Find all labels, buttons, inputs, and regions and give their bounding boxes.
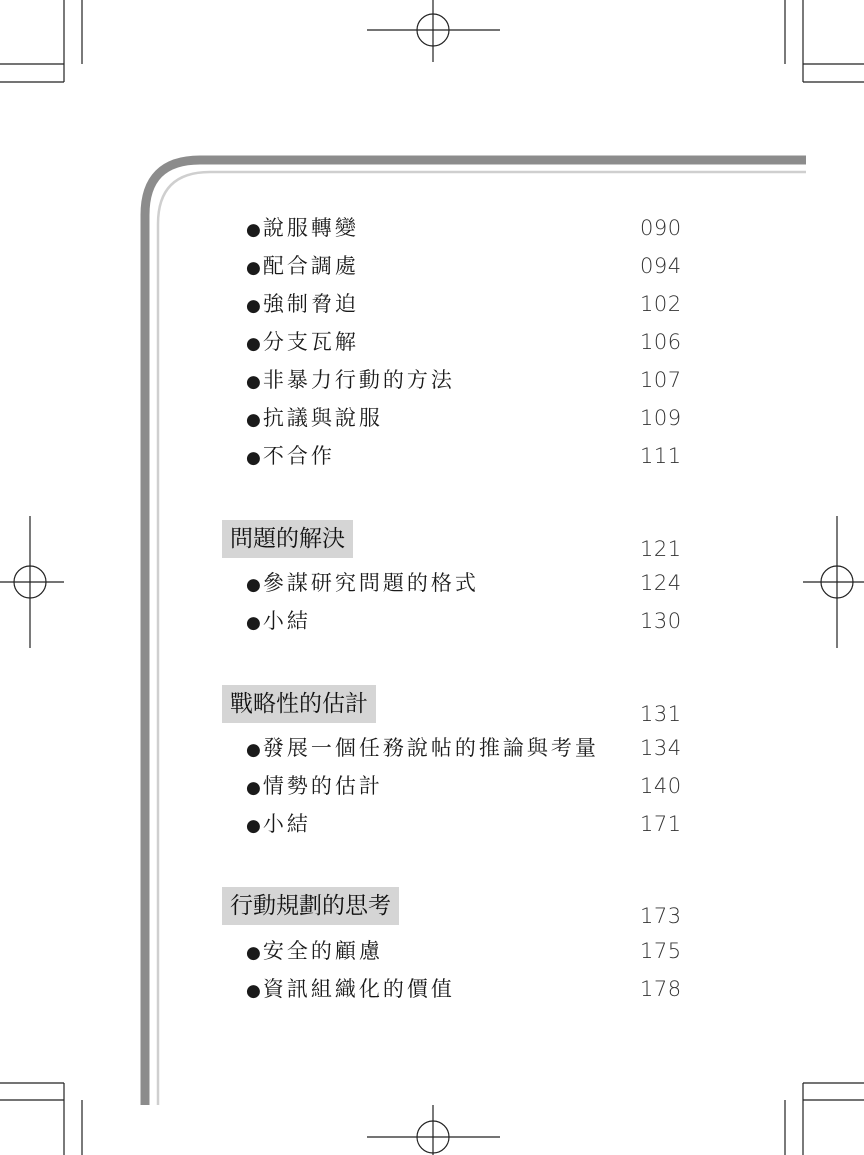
section-heading[interactable]: 戰略性的估計	[222, 685, 376, 723]
section-heading[interactable]: 行動規劃的思考	[222, 887, 399, 925]
toc-entry-label: 資訊組織化的價值	[262, 977, 455, 1001]
toc-page-number: 111	[640, 444, 682, 468]
section-page-number: 121	[640, 537, 682, 561]
toc-entry[interactable]	[246, 608, 311, 636]
toc-entry-label: 參謀研究問題的格式	[262, 571, 479, 595]
toc-page-number: 140	[640, 774, 682, 798]
toc-entry-label: 配合調處	[262, 254, 359, 278]
bullet-icon: ●	[246, 613, 261, 633]
toc-page-number: 175	[640, 939, 682, 963]
toc-entry-label: 發展一個任務說帖的推論與考量	[262, 736, 599, 760]
toc-entry[interactable]	[246, 773, 383, 801]
toc-page-number: 178	[640, 977, 682, 1001]
bullet-icon: ●	[246, 575, 261, 595]
bullet-icon: ●	[246, 220, 261, 240]
toc-page-number: 090	[640, 216, 682, 240]
section-page-number: 131	[640, 702, 682, 726]
bullet-icon: ●	[246, 372, 261, 392]
toc-entry-label: 小結	[262, 609, 311, 633]
toc-entry-label: 分支瓦解	[262, 330, 359, 354]
toc-entry[interactable]	[246, 811, 311, 839]
bullet-icon: ●	[246, 778, 261, 798]
toc-entry[interactable]	[246, 215, 359, 243]
toc-entry-label: 不合作	[262, 444, 335, 468]
section-page-number: 173	[640, 904, 682, 928]
toc-entry-label: 強制脅迫	[262, 292, 359, 316]
toc-entry[interactable]	[246, 405, 383, 433]
toc-page-number: 107	[640, 368, 682, 392]
toc-page-number: 124	[640, 571, 682, 595]
toc-page-number: 130	[640, 609, 682, 633]
bullet-icon: ●	[246, 943, 261, 963]
bullet-icon: ●	[246, 816, 261, 836]
toc-entry-label: 情勢的估計	[262, 774, 383, 798]
toc-entry[interactable]	[246, 367, 455, 395]
bullet-icon: ●	[246, 296, 261, 316]
toc-entry[interactable]	[246, 735, 599, 763]
toc-entry[interactable]	[246, 443, 335, 471]
toc-entry-label: 小結	[262, 812, 311, 836]
toc-entry-label: 安全的顧慮	[262, 939, 383, 963]
bullet-icon: ●	[246, 448, 261, 468]
bullet-icon: ●	[246, 334, 261, 354]
toc-page-number: 134	[640, 736, 682, 760]
bullet-icon: ●	[246, 258, 261, 278]
section-heading[interactable]: 問題的解決	[222, 520, 353, 558]
toc-entry[interactable]	[246, 570, 479, 598]
toc-entry[interactable]	[246, 291, 359, 319]
toc-page-number: 171	[640, 812, 682, 836]
toc-entry[interactable]	[246, 329, 359, 357]
toc-entry-label: 說服轉變	[262, 216, 359, 240]
toc-entry-label: 抗議與說服	[262, 406, 383, 430]
toc-entry[interactable]	[246, 253, 359, 281]
toc-page-number: 109	[640, 406, 682, 430]
toc-entry[interactable]	[246, 938, 383, 966]
bullet-icon: ●	[246, 410, 261, 430]
toc-entry[interactable]	[246, 976, 455, 1004]
toc-page-number: 102	[640, 292, 682, 316]
bullet-icon: ●	[246, 981, 261, 1001]
toc-page-number: 094	[640, 254, 682, 278]
toc-page-number: 106	[640, 330, 682, 354]
bullet-icon: ●	[246, 740, 261, 760]
toc-entry-label: 非暴力行動的方法	[262, 368, 455, 392]
